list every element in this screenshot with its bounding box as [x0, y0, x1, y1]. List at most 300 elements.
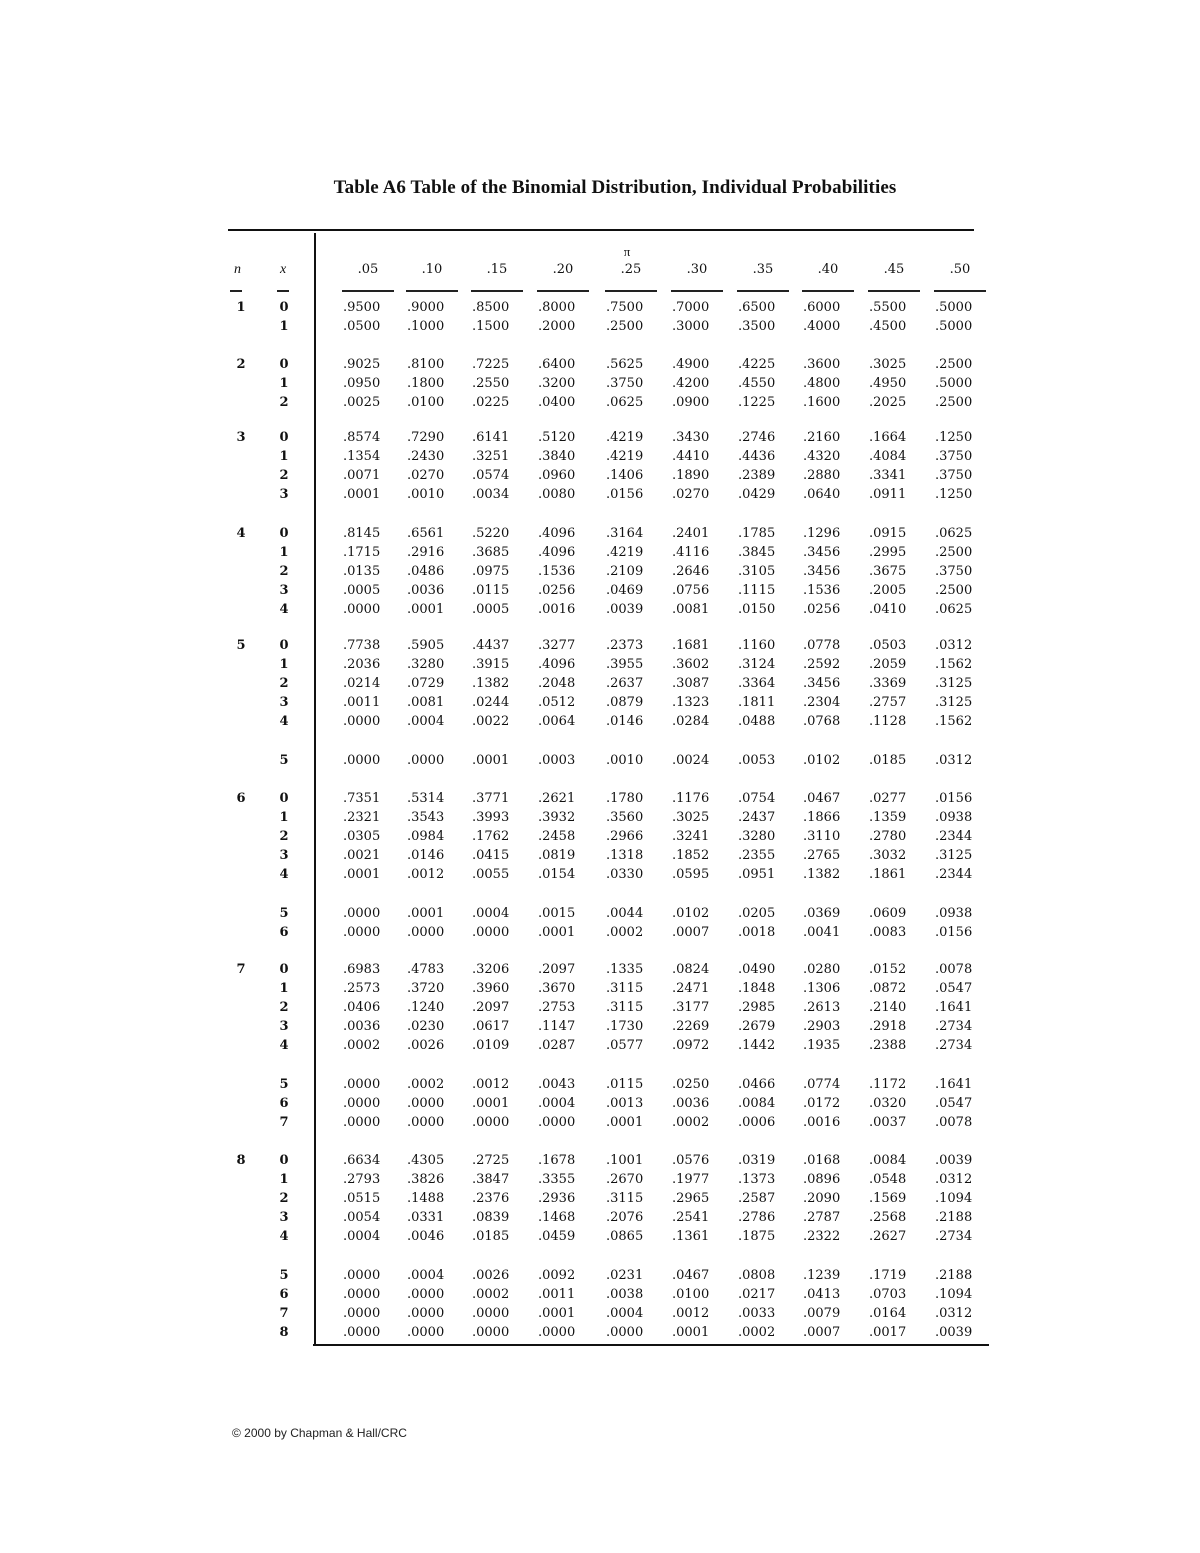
probability-cell: .0012 [472, 1077, 510, 1092]
probability-cell: .3826 [407, 1172, 445, 1187]
probability-cell: .3032 [869, 848, 907, 863]
probability-cell: .1562 [935, 657, 973, 672]
probability-cell: .1147 [538, 1019, 576, 1034]
probability-cell: .2097 [538, 962, 576, 977]
probability-cell: .0330 [606, 867, 644, 882]
probability-cell: .3670 [538, 981, 576, 996]
column-header: .35 [752, 262, 774, 277]
probability-cell: .0000 [407, 753, 445, 768]
probability-cell: .0011 [538, 1287, 576, 1302]
probability-cell: .1852 [672, 848, 710, 863]
x-label: 4 [279, 602, 289, 617]
probability-cell: .0185 [869, 753, 907, 768]
probability-cell: .0625 [606, 395, 644, 410]
x-label: 7 [279, 1306, 289, 1321]
probability-cell: .0081 [672, 602, 710, 617]
x-label: 1 [279, 319, 289, 334]
probability-cell: .0938 [935, 810, 973, 825]
probability-cell: .4320 [803, 449, 841, 464]
probability-cell: .3000 [672, 319, 710, 334]
probability-cell: .0017 [869, 1325, 907, 1340]
probability-cell: .1488 [407, 1191, 445, 1206]
probability-cell: .2573 [343, 981, 381, 996]
probability-cell: .5220 [472, 526, 510, 541]
probability-cell: .4200 [672, 376, 710, 391]
probability-cell: .1681 [672, 638, 710, 653]
probability-cell: .0004 [407, 714, 445, 729]
probability-cell: .2321 [343, 810, 381, 825]
probability-cell: .0410 [869, 602, 907, 617]
probability-cell: .4500 [869, 319, 907, 334]
probability-cell: .0025 [343, 395, 381, 410]
probability-cell: .3164 [606, 526, 644, 541]
probability-cell: .1172 [869, 1077, 907, 1092]
probability-cell: .0039 [935, 1153, 973, 1168]
probability-cell: .3125 [935, 676, 973, 691]
probability-cell: .0055 [472, 867, 510, 882]
x-label: 5 [279, 906, 289, 921]
column-header: .25 [620, 262, 642, 277]
probability-cell: .0595 [672, 867, 710, 882]
probability-cell: .2637 [606, 676, 644, 691]
n-label: 8 [236, 1153, 246, 1168]
column-divider [314, 233, 316, 1344]
probability-cell: .0150 [738, 602, 776, 617]
probability-cell: .4950 [869, 376, 907, 391]
probability-cell: .4219 [606, 430, 644, 445]
probability-cell: .0146 [407, 848, 445, 863]
probability-cell: .0754 [738, 791, 776, 806]
x-label: 2 [279, 829, 289, 844]
probability-cell: .2592 [803, 657, 841, 672]
probability-cell: .0400 [538, 395, 576, 410]
probability-cell: .0576 [672, 1153, 710, 1168]
probability-cell: .1359 [869, 810, 907, 825]
probability-cell: .3105 [738, 564, 776, 579]
probability-cell: .1382 [803, 867, 841, 882]
probability-cell: .0230 [407, 1019, 445, 1034]
probability-cell: .0001 [538, 1306, 576, 1321]
probability-cell: .0081 [407, 695, 445, 710]
probability-cell: .2903 [803, 1019, 841, 1034]
probability-cell: .0774 [803, 1077, 841, 1092]
probability-cell: .0146 [606, 714, 644, 729]
probability-cell: .1500 [472, 319, 510, 334]
probability-cell: .0000 [343, 1325, 381, 1340]
probability-cell: .0043 [538, 1077, 576, 1092]
probability-cell: .0041 [803, 925, 841, 940]
probability-cell: .0109 [472, 1038, 510, 1053]
probability-cell: .3456 [803, 676, 841, 691]
probability-cell: .0007 [672, 925, 710, 940]
probability-cell: .0951 [738, 867, 776, 882]
probability-cell: .5000 [935, 300, 973, 315]
probability-cell: .1225 [738, 395, 776, 410]
probability-cell: .3543 [407, 810, 445, 825]
probability-cell: .0172 [803, 1096, 841, 1111]
probability-cell: .2355 [738, 848, 776, 863]
probability-cell: .0004 [472, 906, 510, 921]
probability-cell: .0515 [343, 1191, 381, 1206]
probability-cell: .0320 [869, 1096, 907, 1111]
probability-cell: .0548 [869, 1172, 907, 1187]
probability-cell: .3124 [738, 657, 776, 672]
probability-cell: .0001 [538, 925, 576, 940]
probability-cell: .0312 [935, 753, 973, 768]
probability-cell: .1176 [672, 791, 710, 806]
bottom-rule [313, 1344, 989, 1346]
probability-cell: .0000 [343, 1268, 381, 1283]
x-label: 0 [279, 357, 289, 372]
probability-cell: .3602 [672, 657, 710, 672]
probability-cell: .0256 [803, 602, 841, 617]
probability-cell: .8000 [538, 300, 576, 315]
probability-cell: .2471 [672, 981, 710, 996]
probability-cell: .2966 [606, 829, 644, 844]
probability-cell: .0080 [538, 487, 576, 502]
probability-cell: .3847 [472, 1172, 510, 1187]
column-header: .20 [552, 262, 574, 277]
probability-cell: .0018 [738, 925, 776, 940]
probability-cell: .1468 [538, 1210, 576, 1225]
x-label: 3 [279, 1210, 289, 1225]
probability-cell: .7290 [407, 430, 445, 445]
probability-cell: .3177 [672, 1000, 710, 1015]
probability-cell: .2753 [538, 1000, 576, 1015]
probability-cell: .3125 [935, 695, 973, 710]
probability-cell: .0413 [803, 1287, 841, 1302]
probability-cell: .1811 [738, 695, 776, 710]
probability-cell: .0022 [472, 714, 510, 729]
probability-cell: .0512 [538, 695, 576, 710]
probability-cell: .7351 [343, 791, 381, 806]
x-label: 1 [279, 981, 289, 996]
probability-cell: .2389 [738, 468, 776, 483]
probability-cell: .3456 [803, 564, 841, 579]
probability-cell: .2388 [869, 1038, 907, 1053]
probability-cell: .2786 [738, 1210, 776, 1225]
probability-cell: .0000 [343, 1077, 381, 1092]
probability-cell: .0244 [472, 695, 510, 710]
probability-cell: .3025 [869, 357, 907, 372]
probability-cell: .4550 [738, 376, 776, 391]
probability-cell: .0002 [407, 1077, 445, 1092]
probability-cell: .0217 [738, 1287, 776, 1302]
probability-cell: .6000 [803, 300, 841, 315]
probability-cell: .0012 [672, 1306, 710, 1321]
probability-cell: .0002 [672, 1115, 710, 1130]
probability-cell: .8100 [407, 357, 445, 372]
probability-cell: .7738 [343, 638, 381, 653]
probability-cell: .0036 [672, 1096, 710, 1111]
probability-cell: .1323 [672, 695, 710, 710]
probability-cell: .0033 [738, 1306, 776, 1321]
probability-cell: .0015 [538, 906, 576, 921]
probability-cell: .0250 [672, 1077, 710, 1092]
probability-cell: .4437 [472, 638, 510, 653]
probability-cell: .2025 [869, 395, 907, 410]
probability-cell: .6141 [472, 430, 510, 445]
probability-cell: .2746 [738, 430, 776, 445]
probability-cell: .1382 [472, 676, 510, 691]
probability-cell: .0036 [407, 583, 445, 598]
probability-cell: .1890 [672, 468, 710, 483]
probability-cell: .0950 [343, 376, 381, 391]
probability-cell: .0102 [803, 753, 841, 768]
column-header: .45 [883, 262, 905, 277]
probability-cell: .1664 [869, 430, 907, 445]
probability-cell: .0960 [538, 468, 576, 483]
probability-cell: .0185 [472, 1229, 510, 1244]
probability-cell: .0000 [343, 1096, 381, 1111]
probability-cell: .0879 [606, 695, 644, 710]
probability-cell: .3750 [606, 376, 644, 391]
probability-cell: .0000 [343, 1306, 381, 1321]
probability-cell: .0469 [606, 583, 644, 598]
probability-cell: .2995 [869, 545, 907, 560]
probability-cell: .0756 [672, 583, 710, 598]
header-n: n [234, 262, 241, 277]
probability-cell: .3685 [472, 545, 510, 560]
probability-cell: .2373 [606, 638, 644, 653]
probability-cell: .0154 [538, 867, 576, 882]
probability-cell: .0466 [738, 1077, 776, 1092]
probability-cell: .4096 [538, 657, 576, 672]
probability-cell: .0839 [472, 1210, 510, 1225]
probability-cell: .0000 [343, 714, 381, 729]
n-label: 6 [236, 791, 246, 806]
probability-cell: .0640 [803, 487, 841, 502]
probability-cell: .9500 [343, 300, 381, 315]
probability-cell: .0000 [538, 1115, 576, 1130]
probability-cell: .0004 [606, 1306, 644, 1321]
x-label: 4 [279, 867, 289, 882]
probability-cell: .3280 [738, 829, 776, 844]
probability-cell: .0000 [343, 1115, 381, 1130]
probability-cell: .0001 [606, 1115, 644, 1130]
probability-cell: .0617 [472, 1019, 510, 1034]
probability-cell: .2936 [538, 1191, 576, 1206]
probability-cell: .0053 [738, 753, 776, 768]
x-label: 1 [279, 657, 289, 672]
probability-cell: .2793 [343, 1172, 381, 1187]
probability-cell: .3125 [935, 848, 973, 863]
probability-cell: .6400 [538, 357, 576, 372]
probability-cell: .2090 [803, 1191, 841, 1206]
probability-cell: .0270 [407, 468, 445, 483]
x-label: 1 [279, 449, 289, 464]
probability-cell: .7500 [606, 300, 644, 315]
probability-cell: .0037 [869, 1115, 907, 1130]
probability-cell: .0002 [472, 1287, 510, 1302]
probability-cell: .0000 [343, 925, 381, 940]
probability-cell: .0026 [407, 1038, 445, 1053]
probability-cell: .1306 [803, 981, 841, 996]
probability-cell: .8574 [343, 430, 381, 445]
x-label: 6 [279, 1287, 289, 1302]
probability-cell: .0703 [869, 1287, 907, 1302]
probability-cell: .0896 [803, 1172, 841, 1187]
probability-cell: .2500 [935, 357, 973, 372]
x-label: 1 [279, 376, 289, 391]
probability-cell: .0011 [343, 695, 381, 710]
n-label: 2 [236, 357, 246, 372]
x-label: 5 [279, 1077, 289, 1092]
probability-cell: .0256 [538, 583, 576, 598]
probability-cell: .1719 [869, 1268, 907, 1283]
n-label: 7 [236, 962, 246, 977]
probability-cell: .0007 [803, 1325, 841, 1340]
probability-cell: .1442 [738, 1038, 776, 1053]
probability-cell: .7000 [672, 300, 710, 315]
probability-cell: .0156 [935, 925, 973, 940]
x-label: 6 [279, 925, 289, 940]
probability-cell: .9025 [343, 357, 381, 372]
x-label: 8 [279, 1325, 289, 1340]
probability-cell: .2000 [538, 319, 576, 334]
probability-cell: .0778 [803, 638, 841, 653]
probability-cell: .0938 [935, 906, 973, 921]
probability-cell: .0429 [738, 487, 776, 502]
probability-cell: .0467 [672, 1268, 710, 1283]
page-title: Table A6 Table of the Binomial Distribution, Individual Probabilities [333, 177, 897, 198]
probability-cell: .0054 [343, 1210, 381, 1225]
probability-cell: .1800 [407, 376, 445, 391]
x-label: 0 [279, 962, 289, 977]
probability-cell: .0000 [407, 1306, 445, 1321]
probability-cell: .0415 [472, 848, 510, 863]
probability-cell: .0002 [738, 1325, 776, 1340]
probability-cell: .1569 [869, 1191, 907, 1206]
probability-cell: .1250 [935, 430, 973, 445]
probability-cell: .2541 [672, 1210, 710, 1225]
probability-cell: .1600 [803, 395, 841, 410]
column-header: .15 [486, 262, 508, 277]
probability-cell: .4800 [803, 376, 841, 391]
probability-cell: .3932 [538, 810, 576, 825]
probability-cell: .5500 [869, 300, 907, 315]
probability-cell: .2500 [935, 395, 973, 410]
probability-cell: .1115 [738, 583, 776, 598]
probability-cell: .1562 [935, 714, 973, 729]
probability-cell: .2304 [803, 695, 841, 710]
probability-cell: .0625 [935, 602, 973, 617]
x-label: 0 [279, 791, 289, 806]
probability-cell: .0115 [472, 583, 510, 598]
probability-cell: .0284 [672, 714, 710, 729]
probability-cell: .0369 [803, 906, 841, 921]
probability-cell: .1094 [935, 1191, 973, 1206]
header-x: x [280, 262, 287, 277]
probability-cell: .2005 [869, 583, 907, 598]
probability-cell: .2430 [407, 449, 445, 464]
probability-cell: .5000 [935, 376, 973, 391]
probability-cell: .2787 [803, 1210, 841, 1225]
probability-cell: .2458 [538, 829, 576, 844]
probability-cell: .0467 [803, 791, 841, 806]
probability-cell: .0039 [606, 602, 644, 617]
probability-cell: .7225 [472, 357, 510, 372]
probability-cell: .0729 [407, 676, 445, 691]
probability-cell: .0280 [803, 962, 841, 977]
probability-cell: .2985 [738, 1000, 776, 1015]
probability-cell: .3277 [538, 638, 576, 653]
probability-cell: .0084 [869, 1153, 907, 1168]
probability-cell: .2780 [869, 829, 907, 844]
probability-cell: .2376 [472, 1191, 510, 1206]
probability-cell: .2036 [343, 657, 381, 672]
probability-cell: .0547 [935, 1096, 973, 1111]
probability-cell: .6983 [343, 962, 381, 977]
probability-cell: .2916 [407, 545, 445, 560]
probability-cell: .4410 [672, 449, 710, 464]
probability-cell: .0972 [672, 1038, 710, 1053]
probability-cell: .8500 [472, 300, 510, 315]
probability-cell: .0625 [935, 526, 973, 541]
probability-cell: .0547 [935, 981, 973, 996]
probability-cell: .0000 [407, 925, 445, 940]
x-label: 2 [279, 676, 289, 691]
probability-cell: .0319 [738, 1153, 776, 1168]
probability-cell: .0039 [935, 1325, 973, 1340]
probability-cell: .3110 [803, 829, 841, 844]
probability-cell: .0079 [803, 1306, 841, 1321]
probability-cell: .2880 [803, 468, 841, 483]
x-label: 5 [279, 753, 289, 768]
probability-cell: .0078 [935, 962, 973, 977]
column-header-underline [671, 290, 723, 292]
probability-cell: .1536 [538, 564, 576, 579]
probability-cell: .0865 [606, 1229, 644, 1244]
probability-cell: .2097 [472, 1000, 510, 1015]
probability-cell: .1780 [606, 791, 644, 806]
probability-cell: .1935 [803, 1038, 841, 1053]
probability-cell: .0005 [472, 602, 510, 617]
x-label: 3 [279, 1019, 289, 1034]
x-label: 2 [279, 1191, 289, 1206]
probability-cell: .0001 [343, 487, 381, 502]
probability-cell: .0016 [538, 602, 576, 617]
probability-cell: .0000 [472, 1306, 510, 1321]
probability-cell: .3915 [472, 657, 510, 672]
probability-cell: .0034 [472, 487, 510, 502]
probability-cell: .0312 [935, 638, 973, 653]
probability-cell: .0768 [803, 714, 841, 729]
probability-cell: .0064 [538, 714, 576, 729]
probability-cell: .0503 [869, 638, 907, 653]
x-label: 7 [279, 1115, 289, 1130]
x-label: 0 [279, 1153, 289, 1168]
probability-cell: .4225 [738, 357, 776, 372]
probability-cell: .0156 [935, 791, 973, 806]
probability-cell: .0168 [803, 1153, 841, 1168]
probability-cell: .0084 [738, 1096, 776, 1111]
probability-cell: .0000 [472, 1115, 510, 1130]
probability-cell: .0004 [343, 1229, 381, 1244]
top-rule [228, 229, 974, 231]
probability-cell: .1001 [606, 1153, 644, 1168]
x-label: 0 [279, 430, 289, 445]
probability-cell: .2734 [935, 1019, 973, 1034]
probability-cell: .0038 [606, 1287, 644, 1302]
column-header-underline [737, 290, 789, 292]
probability-cell: .0000 [343, 906, 381, 921]
probability-cell: .1785 [738, 526, 776, 541]
probability-cell: .5625 [606, 357, 644, 372]
probability-cell: .2188 [935, 1210, 973, 1225]
probability-cell: .0071 [343, 468, 381, 483]
probability-cell: .6561 [407, 526, 445, 541]
